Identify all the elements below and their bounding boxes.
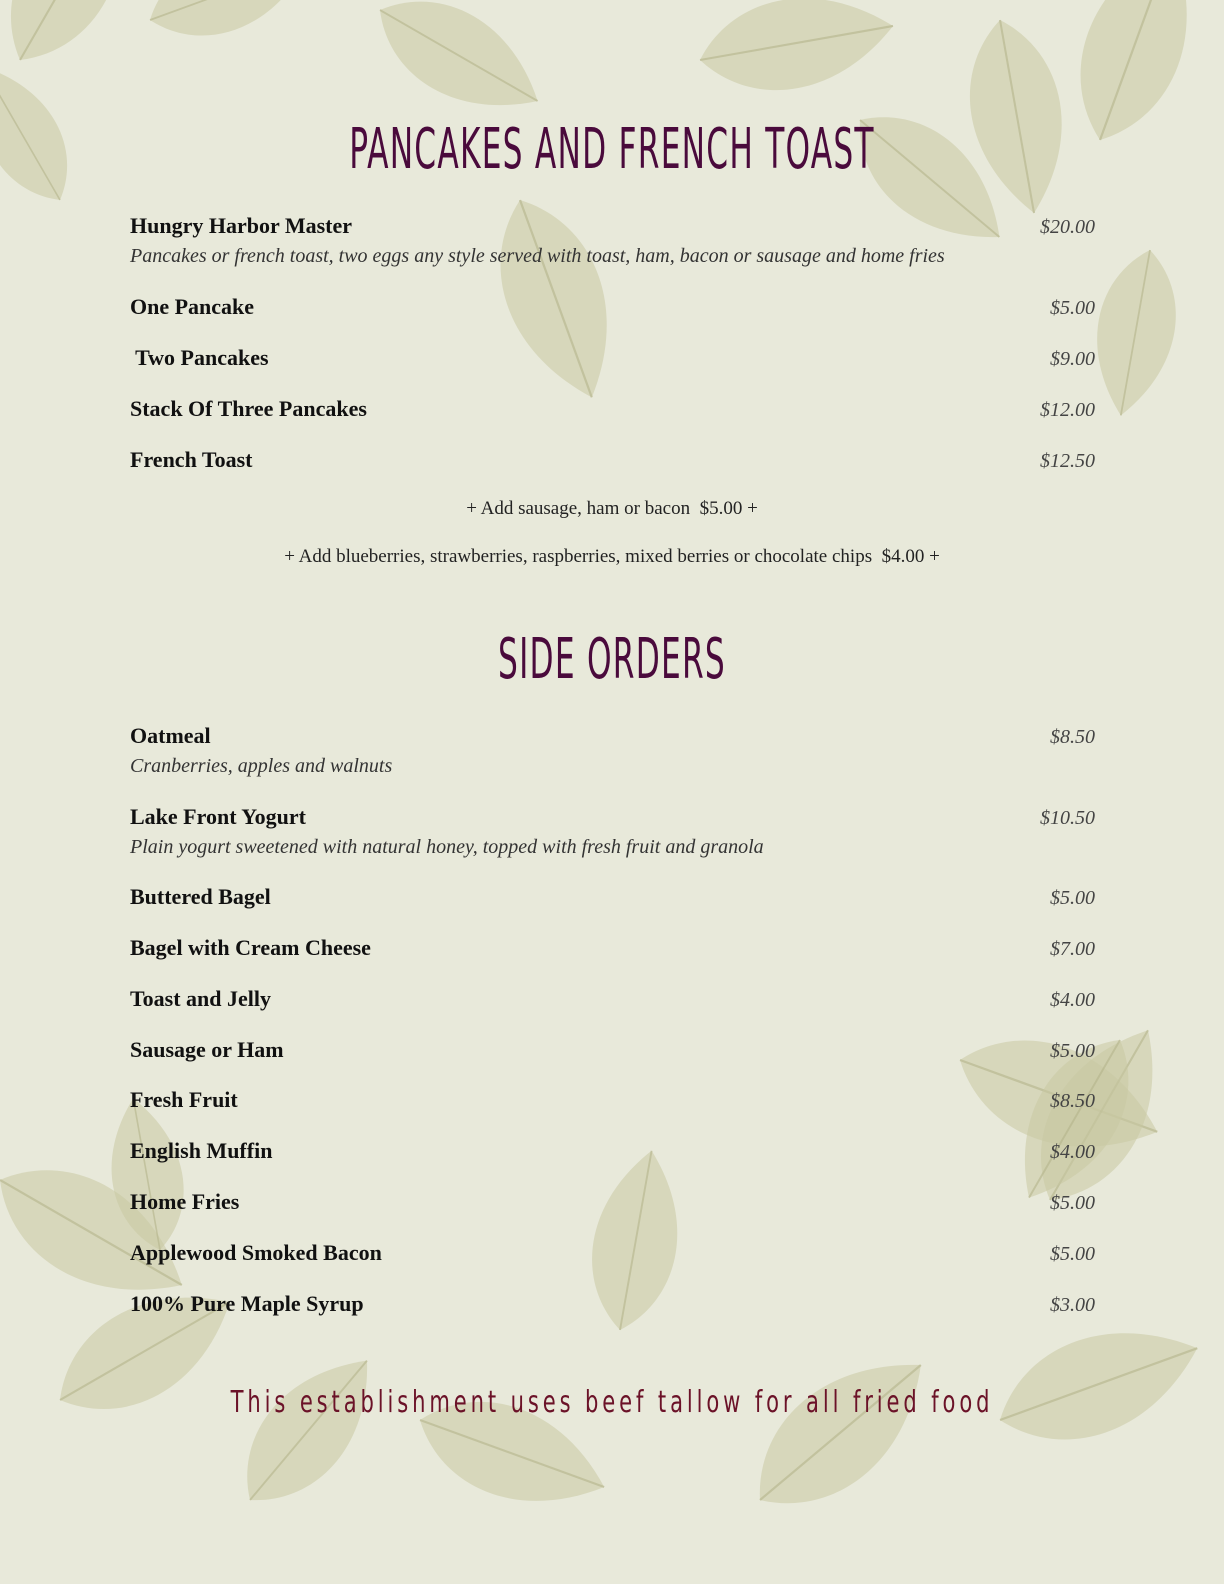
item-name: English Muffin: [130, 1138, 273, 1163]
item-price: $12.00: [1040, 399, 1095, 421]
item-price: $5.00: [1050, 1040, 1095, 1062]
footer-notice: This establishment uses beef tallow for all fried food: [230, 1385, 994, 1420]
item-price: $5.00: [1050, 887, 1095, 909]
menu-item: [130, 1087, 1095, 1113]
item-price: $3.00: [1050, 1294, 1095, 1316]
item-name: Hungry Harbor Master: [130, 213, 353, 238]
menu-item: [130, 294, 1095, 320]
item-name: Buttered Bagel: [130, 884, 271, 909]
item-name: Oatmeal: [130, 723, 211, 748]
item-name: Stack Of Three Pancakes: [130, 396, 367, 421]
menu-item: [130, 1037, 1095, 1063]
item-price: $5.00: [1050, 297, 1095, 319]
item-price: $4.00: [1050, 989, 1095, 1011]
menu-item: [130, 213, 1095, 268]
menu-item: [130, 1291, 1095, 1317]
menu-item: [130, 1189, 1095, 1215]
menu-item: [130, 1138, 1095, 1164]
item-price: $12.50: [1040, 450, 1095, 472]
item-description: Pancakes or french toast, two eggs any style served with toast, ham, bacon or sausage and home fries: [130, 245, 945, 267]
item-price: $5.00: [1050, 1192, 1095, 1214]
item-price: $7.00: [1050, 938, 1095, 960]
menu-item: [130, 986, 1095, 1012]
item-name: 100% Pure Maple Syrup: [130, 1291, 364, 1316]
item-price: $10.50: [1040, 807, 1095, 829]
menu-item: [130, 723, 1095, 778]
addon-note: + Add blueberries, strawberries, raspberries, mixed berries or chocolate chips $4.00 +: [284, 546, 940, 567]
menu-item: [130, 396, 1095, 422]
item-name: One Pancake: [130, 294, 255, 319]
item-price: $20.00: [1040, 216, 1095, 238]
item-price: $9.00: [1050, 348, 1095, 370]
section-title-pancakes: PANCAKES AND FRENCH TOAST: [349, 117, 875, 182]
item-price: $4.00: [1050, 1141, 1095, 1163]
item-description: Plain yogurt sweetened with natural honey, topped with fresh fruit and granola: [130, 836, 764, 858]
item-name: Applewood Smoked Bacon: [130, 1240, 382, 1265]
item-name: Two Pancakes: [130, 345, 269, 370]
item-price: $5.00: [1050, 1243, 1095, 1265]
item-name: Sausage or Ham: [130, 1037, 284, 1062]
addon-note: + Add sausage, ham or bacon $5.00 +: [466, 498, 758, 519]
menu-item: [130, 345, 1095, 371]
item-name: Fresh Fruit: [130, 1087, 238, 1112]
item-name: Lake Front Yogurt: [130, 804, 306, 829]
menu-item: [130, 935, 1095, 961]
item-price: $8.50: [1050, 1090, 1095, 1112]
item-name: Toast and Jelly: [130, 986, 272, 1011]
menu-item: [130, 1240, 1095, 1266]
section-title-sides: SIDE ORDERS: [497, 627, 726, 692]
menu-item: [130, 884, 1095, 910]
item-name: Home Fries: [130, 1189, 240, 1214]
item-price: $8.50: [1050, 726, 1095, 748]
menu-item: [130, 804, 1095, 859]
menu-item: [130, 447, 1095, 473]
item-name: Bagel with Cream Cheese: [130, 935, 371, 960]
item-name: French Toast: [130, 447, 253, 472]
item-description: Cranberries, apples and walnuts: [130, 755, 393, 777]
